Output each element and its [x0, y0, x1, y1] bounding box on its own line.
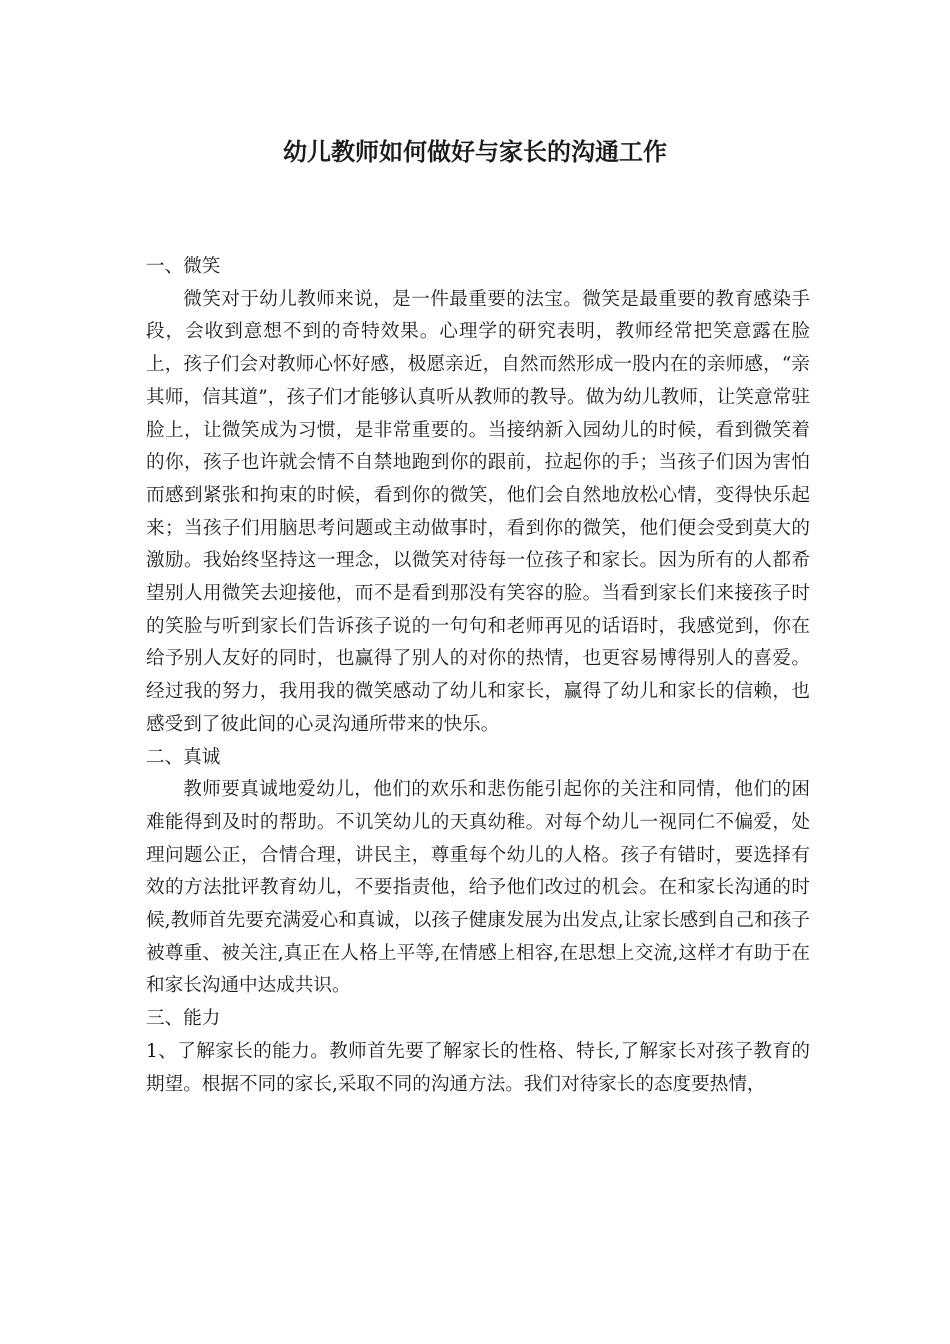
section-heading-sincerity: 二、真诚 — [146, 746, 221, 768]
section-heading-ability: 三、能力 — [146, 1008, 221, 1030]
section-paragraph-sincerity: 教师要真诚地爱幼儿，他们的欢乐和悲伤能引起你的关注和同情，他们的困 难能得到及时的帮助。不讥笑幼儿的天真幼稚。对每个幼儿一视同仁不偏爱，处理问题公正，合情合理，讲民主，尊重每个幼儿的人格。孩子有错时，要选择有效的方法批评教育幼儿，不要指责他，给予他们改过的机会。在和家长沟通的时候,教师首先要充满爱心和真诚，以孩子健康发展为出发点,让家长感到自己和孩子被尊重、被关注,真正在人格上平等,在情感上相容,在思想上交流,这样才有助于在和家长沟通中达成共识。 — [146, 779, 829, 997]
document-title: 幼儿教师如何做好与家长的沟通工作 — [283, 137, 667, 166]
section-heading-smile: 一、微笑 — [146, 256, 221, 277]
section-item-understand-parents: 1、了解家长的能力。教师首先要了解家长的性格、特长,了解家长对孩子教育的期望。根据不同的家长,采取不同的沟通方法。我们对待家长的态度要热情， — [146, 1040, 810, 1095]
document-body — [146, 251, 829, 1101]
section-paragraph-smile: 微笑对于幼儿教师来说，是一件最重要的法宝。微笑是最重要的教育感染手段，会收到意想不到的奇特效果。心理学的研究表明，教师经常把笑意露在脸上，孩子们会对教师心怀好感，极愿亲近，自然而然形成一股内在的亲师感，“亲其师，信其道”，孩子们才能够认真听从教师的教导。做为幼儿教师，让笑意常驻脸上，让微笑成为习惯，是非常重要的。当接纳新入园幼儿的时候，看到微笑着的你，孩子也许就会情不自禁地跑到你的跟前，拉起你的手；当孩子们因为害怕而感到紧张和拘束的时候，看到你的微笑，他们会自然地放松心情，变得快乐起来；当孩子们用脑思考问题或主动做事时，看到你的微笑，他们便会受到莫大的激励。我始终坚持这一理念，以微笑对待每一位孩子和家长。因为所有的人都希望别人用微笑去迎接他，而不是看到那没有笑容的脸。当看到家长们来接孩子时的笑脸与听到家长们告诉孩子说的一句句和老师再见的话语时，我感觉到，你在给予别人友好的同时，也赢得了别人的对你的热情，也更容易博得别人的喜爱。经过我的努力，我用我的微笑感动了幼儿和家长，赢得了幼儿和家长的信赖，也感受到了彼此间的心灵沟通所带来的快乐。 — [146, 288, 810, 735]
